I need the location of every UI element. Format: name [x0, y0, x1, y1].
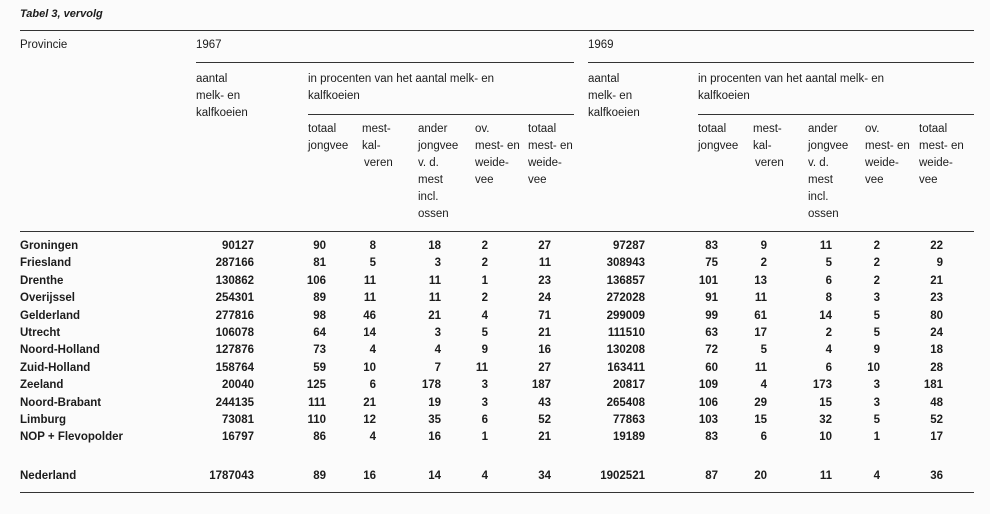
subcol-mestkalveren-1969: mest- kal- veren — [753, 123, 784, 169]
table-row-0-v67-cell-2: 8 — [369, 240, 376, 252]
table-row-3-v67-cell-5: 24 — [538, 292, 551, 305]
table-row-7-v69-cell-2: 11 — [754, 361, 767, 374]
table-row-3-v69-cell-0: 272028 — [606, 292, 645, 305]
table-row-4-v67-cell-5: 71 — [538, 309, 551, 322]
table-caption: Tabel 3, vervolg — [20, 8, 103, 20]
table-row-4-v67-cell-4: 4 — [481, 309, 488, 322]
table-row-8-name: Zeeland — [20, 379, 64, 392]
table-row-11-v67-cell-0: 16797 — [222, 431, 254, 444]
table-row-1-v69-cell-4: 2 — [873, 257, 880, 270]
table-row-2-v69-cell-0: 136857 — [606, 274, 645, 287]
table-row-11-v69-cell-5: 17 — [930, 431, 943, 444]
subcol-totaal-mest-weidevee-1967: totaal mest- en weide- vee — [528, 123, 573, 186]
table-row-1-v67-cell-0: 287166 — [215, 257, 254, 270]
table-row-1-v67-cell-5: 11 — [538, 257, 551, 270]
table-row-9-name: Noord-Brabant — [20, 396, 102, 409]
table-row-0-v69-cell-5: 22 — [930, 240, 943, 252]
table-row-0-v67-cell-0: 90127 — [222, 240, 254, 252]
year-1967-header: 1967 — [196, 39, 222, 51]
table-row-10-v67-cell-4: 6 — [481, 414, 488, 426]
total-row-v69-cell-4: 4 — [873, 470, 880, 482]
table-row-5-v67-cell-0: 106078 — [215, 327, 254, 339]
table-row-8-v69-cell-4: 3 — [873, 379, 880, 392]
pct-header-1969: in procenten van het aantal melk- en kalfkoeien — [698, 73, 885, 102]
table-row-9-v69-cell-0: 265408 — [606, 396, 645, 409]
table-row-7-v69-cell-3: 6 — [825, 361, 832, 374]
table-row-4-v69-cell-1: 99 — [705, 309, 718, 322]
table-row-5-name: Utrecht — [20, 327, 61, 339]
table-row-6-v69-cell-1: 72 — [705, 344, 718, 357]
table-row-7-v69-cell-5: 28 — [930, 361, 943, 374]
total-row-name: Nederland — [20, 470, 77, 482]
table-row-3-v67-cell-4: 2 — [481, 292, 488, 305]
pct-header-1967: in procenten van het aantal melk- en kalfkoeien — [308, 73, 495, 102]
table-row-2-v67-cell-4: 1 — [481, 274, 488, 287]
table-row-8-v69-cell-1: 109 — [698, 379, 718, 392]
table-row-6-v69-cell-0: 130208 — [606, 344, 645, 357]
total-row-v67-cell-0: 1787043 — [209, 470, 254, 482]
table-row-0-v67-cell-3: 18 — [428, 240, 441, 252]
table-row-11-v69-cell-3: 10 — [819, 431, 832, 444]
subcol-ov-mest-weidevee-1967: ov. mest- en weide- vee — [475, 123, 520, 186]
table-row-9-v69-cell-2: 29 — [754, 396, 767, 409]
table-row-5-v67-cell-2: 14 — [363, 327, 376, 339]
table-row-4-v69-cell-3: 14 — [819, 309, 832, 322]
table-row-6-name: Noord-Holland — [20, 344, 100, 357]
table-row-10-v69-cell-5: 52 — [930, 414, 943, 426]
table-row-8-v69-cell-2: 4 — [760, 379, 767, 392]
table-row-3-v67-cell-3: 11 — [428, 292, 441, 305]
table-row-4-v69-cell-0: 299009 — [606, 309, 645, 322]
table-row-7-v69-cell-1: 60 — [705, 361, 718, 374]
table-row-9-v69-cell-5: 48 — [930, 396, 943, 409]
table-row-9-v69-cell-3: 15 — [819, 396, 832, 409]
total-row-v67-cell-5: 34 — [538, 470, 551, 482]
subcol-mestkalveren-1967: mest- kal- veren — [362, 123, 393, 169]
table-row-4-v69-cell-5: 80 — [930, 309, 943, 322]
table-row-9-v69-cell-1: 106 — [698, 396, 718, 409]
table-row-2-v67-cell-1: 106 — [306, 274, 326, 287]
table-row-7-v69-cell-0: 163411 — [607, 361, 645, 374]
table-row-5-v69-cell-3: 2 — [825, 327, 832, 339]
table-row-7-v69-cell-4: 10 — [867, 361, 880, 374]
table-row-0-name: Groningen — [20, 240, 79, 252]
table-row-9-v67-cell-1: 111 — [308, 396, 326, 409]
total-row-v67-cell-2: 16 — [363, 470, 376, 482]
table-row-8-v67-cell-3: 178 — [421, 379, 441, 392]
table-row-7-v67-cell-5: 27 — [538, 361, 551, 374]
table-row-3-v69-cell-4: 3 — [873, 292, 880, 305]
table-row-0-v69-cell-1: 83 — [705, 240, 718, 252]
total-row-v69-cell-2: 20 — [754, 470, 767, 482]
total-row-v69-cell-0: 1902521 — [600, 470, 645, 482]
total-row-v69-cell-1: 87 — [705, 470, 718, 482]
subcol-ander-jongvee-1969: ander jongvee v. d. mest incl. ossen — [808, 123, 849, 220]
table-row-11-v69-cell-1: 83 — [705, 431, 718, 444]
table-row-1-v69-cell-2: 2 — [760, 257, 767, 270]
table-row-8-v69-cell-5: 181 — [923, 379, 943, 392]
table-row-7-v67-cell-3: 7 — [434, 361, 441, 374]
table-row-4-v67-cell-2: 46 — [363, 309, 376, 322]
table-row-5-v69-cell-0: 111510 — [607, 327, 645, 339]
table-row-5-v69-cell-1: 63 — [705, 327, 718, 339]
table-row-0-v67-cell-5: 27 — [538, 240, 551, 252]
table-row-0-v69-cell-0: 97287 — [613, 240, 645, 252]
table-row-9-v69-cell-4: 3 — [873, 396, 880, 409]
table-row-7-v67-cell-2: 10 — [363, 361, 376, 374]
table-row-5-v67-cell-1: 64 — [313, 327, 326, 339]
table-row-3-v69-cell-2: 11 — [754, 292, 767, 305]
table-row-11-v69-cell-4: 1 — [873, 431, 880, 444]
subcol-totaal-jongvee-1967: totaal jongvee — [308, 123, 349, 152]
table-row-1-v69-cell-0: 308943 — [606, 257, 645, 270]
table-row-6-v67-cell-2: 4 — [369, 344, 376, 357]
table-row-10-v69-cell-3: 32 — [819, 414, 832, 426]
total-row-v69-cell-3: 11 — [819, 470, 832, 482]
table-row-2-v69-cell-2: 13 — [754, 274, 767, 287]
table-row-4-v67-cell-1: 98 — [313, 309, 326, 322]
table-row-7-v67-cell-1: 59 — [313, 361, 326, 374]
table-row-0-v67-cell-4: 2 — [481, 240, 488, 252]
table-row-2-v69-cell-1: 101 — [698, 274, 718, 287]
total-row-v69-cell-5: 36 — [930, 470, 943, 482]
table-row-10-v69-cell-1: 103 — [698, 414, 718, 426]
table-row-2-v69-cell-4: 2 — [873, 274, 880, 287]
table-row-2-v67-cell-5: 23 — [538, 274, 551, 287]
table-row-8-v67-cell-1: 125 — [306, 379, 326, 392]
table-row-6-v69-cell-3: 4 — [825, 344, 832, 357]
count-header-1969: aantal melk- en kalfkoeien — [588, 73, 640, 119]
table-row-6-v67-cell-0: 127876 — [215, 344, 254, 357]
table-row-2-v67-cell-0: 130862 — [215, 274, 254, 287]
table-row-8-v69-cell-3: 173 — [812, 379, 832, 392]
table-row-3-v69-cell-5: 23 — [930, 292, 943, 305]
subcol-totaal-mest-weidevee-1969: totaal mest- en weide- vee — [919, 123, 964, 186]
year-1969-header: 1969 — [588, 39, 614, 51]
table-row-8-v67-cell-5: 187 — [531, 379, 551, 392]
total-row-v67-cell-1: 89 — [313, 470, 326, 482]
table-row-1-v67-cell-2: 5 — [369, 257, 376, 270]
table-row-3-v67-cell-0: 254301 — [215, 292, 254, 305]
table-row-0-v67-cell-1: 90 — [313, 240, 326, 252]
table-row-5-v67-cell-5: 21 — [538, 327, 551, 339]
table-row-4-v67-cell-0: 277816 — [215, 309, 254, 322]
subcol-totaal-jongvee-1969: totaal jongvee — [698, 123, 739, 152]
table-row-4-v69-cell-4: 5 — [873, 309, 880, 322]
table-row-6-v69-cell-5: 18 — [930, 344, 943, 357]
table-row-1-v67-cell-3: 3 — [434, 257, 441, 270]
table-row-1-name: Friesland — [20, 257, 72, 270]
table-row-3-v69-cell-1: 91 — [705, 292, 718, 305]
subcol-ander-jongvee-1967: ander jongvee v. d. mest incl. ossen — [418, 123, 459, 220]
table-row-10-v67-cell-1: 110 — [307, 414, 326, 426]
total-row-v67-cell-4: 4 — [481, 470, 488, 482]
table-row-6-v67-cell-1: 73 — [313, 344, 326, 357]
table-row-11-v67-cell-1: 86 — [313, 431, 326, 444]
table-row-5-v67-cell-3: 3 — [434, 327, 441, 339]
total-row-v67-cell-3: 14 — [428, 470, 441, 482]
province-header: Provincie — [20, 39, 68, 51]
table-row-10-v67-cell-5: 52 — [538, 414, 551, 426]
table-row-11-v67-cell-2: 4 — [369, 431, 376, 444]
table-row-6-v67-cell-5: 16 — [538, 344, 551, 357]
header-bottom-rule — [20, 231, 974, 232]
rule-1967 — [196, 62, 574, 63]
table-row-3-v67-cell-1: 89 — [313, 292, 326, 305]
table-row-2-v67-cell-2: 11 — [363, 274, 376, 287]
table-row-0-v69-cell-3: 11 — [819, 240, 832, 252]
table-row-10-v69-cell-4: 5 — [873, 414, 880, 426]
table-row-1-v67-cell-1: 81 — [313, 257, 326, 270]
table-row-5-v69-cell-5: 24 — [930, 327, 943, 339]
table-row-1-v69-cell-1: 75 — [705, 257, 718, 270]
table-row-4-name: Gelderland — [20, 309, 81, 322]
table-row-6-v67-cell-4: 9 — [481, 344, 488, 357]
table-row-11-v67-cell-5: 21 — [538, 431, 551, 444]
table-row-11-v69-cell-2: 6 — [760, 431, 767, 444]
bottom-rule — [20, 492, 974, 493]
table-row-3-v69-cell-3: 8 — [825, 292, 832, 305]
table-row-11-v67-cell-3: 16 — [428, 431, 441, 444]
table-row-0-v69-cell-4: 2 — [873, 240, 880, 252]
table-row-8-v67-cell-4: 3 — [481, 379, 488, 392]
rule-1969 — [588, 62, 974, 63]
table-row-9-v67-cell-4: 3 — [481, 396, 488, 409]
rule-pct-1969 — [698, 114, 974, 115]
table-row-9-v67-cell-5: 43 — [538, 396, 551, 409]
table-row-8-v67-cell-2: 6 — [369, 379, 376, 392]
subcol-ov-mest-weidevee-1969: ov. mest- en weide- vee — [865, 123, 910, 186]
table-row-2-v67-cell-3: 11 — [428, 274, 441, 287]
table-row-9-v67-cell-3: 19 — [428, 396, 441, 409]
table-row-10-name: Limburg — [20, 414, 66, 426]
table-row-0-v69-cell-2: 9 — [760, 240, 767, 252]
table-row-10-v69-cell-0: 77863 — [613, 414, 645, 426]
table-row-8-v67-cell-0: 20040 — [222, 379, 254, 392]
table-row-4-v69-cell-2: 61 — [754, 309, 767, 322]
table-row-7-v67-cell-0: 158764 — [215, 361, 254, 374]
table-row-6-v69-cell-4: 9 — [873, 344, 880, 357]
table-row-5-v69-cell-4: 5 — [873, 327, 880, 339]
table-row-9-v67-cell-0: 244135 — [215, 396, 254, 409]
table-row-10-v67-cell-2: 12 — [363, 414, 376, 426]
top-rule — [20, 30, 974, 31]
table-row-11-v69-cell-0: 19189 — [613, 431, 645, 444]
table-row-7-name: Zuid-Holland — [20, 361, 91, 374]
table-row-5-v67-cell-4: 5 — [481, 327, 488, 339]
table-row-7-v67-cell-4: 11 — [475, 361, 488, 374]
table-row-5-v69-cell-2: 17 — [754, 327, 767, 339]
table-row-1-v69-cell-3: 5 — [825, 257, 832, 270]
table-row-10-v69-cell-2: 15 — [754, 414, 767, 426]
table-row-9-v67-cell-2: 21 — [363, 396, 376, 409]
table-row-2-v69-cell-3: 6 — [825, 274, 832, 287]
table-row-2-v69-cell-5: 21 — [930, 274, 943, 287]
table-row-1-v67-cell-4: 2 — [481, 257, 488, 270]
rule-pct-1967 — [308, 114, 574, 115]
table-row-11-name: NOP + Flevopolder — [20, 431, 123, 444]
table-row-10-v67-cell-3: 35 — [428, 414, 441, 426]
count-header-1967: aantal melk- en kalfkoeien — [196, 73, 248, 119]
table-row-6-v67-cell-3: 4 — [434, 344, 441, 357]
table-row-2-name: Drenthe — [20, 274, 64, 287]
table-row-4-v67-cell-3: 21 — [428, 309, 441, 322]
table-row-1-v69-cell-5: 9 — [936, 257, 943, 270]
table-row-3-v67-cell-2: 11 — [363, 292, 376, 305]
table-row-11-v67-cell-4: 1 — [481, 431, 488, 444]
table-row-6-v69-cell-2: 5 — [760, 344, 767, 357]
table-row-3-name: Overijssel — [20, 292, 75, 305]
table-row-10-v67-cell-0: 73081 — [222, 414, 254, 426]
table-row-8-v69-cell-0: 20817 — [613, 379, 645, 392]
